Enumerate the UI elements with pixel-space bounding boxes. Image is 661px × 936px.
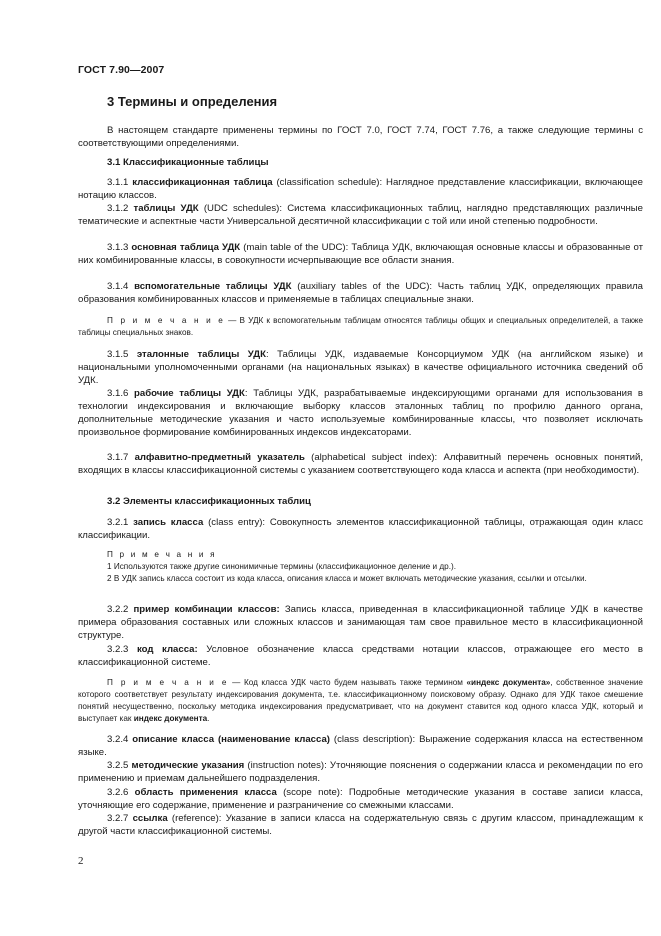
note-bold-term-1: «индекс документа» xyxy=(466,678,551,687)
term-definition: Условное обозначение класса средствами нотации классов, отражающее его место в классификационной системе. xyxy=(78,644,643,668)
notes-3-2-1 xyxy=(78,549,643,585)
page-number: 2 xyxy=(78,855,84,867)
term-number: 3.2.3 xyxy=(107,644,137,655)
term-name: вспомогательные таблицы УДК xyxy=(134,281,292,292)
term-number: 3.2.4 xyxy=(107,734,133,745)
note-item-1: 1 Используются также другие синонимичные термины (классификационное деление и др.). xyxy=(107,562,456,571)
term-name: эталонные таблицы УДК xyxy=(136,349,266,360)
term-definition: (instruction notes): Уточняющие пояснения о содержании класса и рекомендации по его применению и приемам дальнейшего подразделения. xyxy=(78,760,643,784)
term-definition: (scope note): Подробные методические указания в составе записи класса, уточняющие его содержание, применение и разграничение со смежными классами. xyxy=(78,787,643,811)
term-definition: Запись класса, приведенная в классификационной таблице УДК в качестве примера образования составных или сложных классов и занимающая там свое правильное место в классификационной структуре. xyxy=(78,604,643,641)
term-3-2-7 xyxy=(78,812,643,838)
term-3-2-4 xyxy=(78,733,643,759)
term-number: 3.1.6 xyxy=(107,388,135,399)
term-definition: (class entry): Совокупность элементов классификационной таблицы, отражающая один класс классификации. xyxy=(78,517,643,541)
term-name: классификационная таблица xyxy=(132,177,273,188)
note-text-part-3: . xyxy=(207,714,210,723)
term-name: методические указания xyxy=(131,760,245,771)
term-3-2-3 xyxy=(78,643,643,669)
term-number: 3.2.7 xyxy=(107,813,133,824)
term-number: 3.2.6 xyxy=(107,787,135,798)
term-3-2-2 xyxy=(78,603,643,642)
term-number: 3.1.4 xyxy=(107,281,135,292)
term-3-1-1 xyxy=(78,176,643,202)
term-number: 3.2.2 xyxy=(107,604,134,615)
note-label: П р и м е ч а н и е xyxy=(107,316,225,325)
note-item-2: 2 В УДК запись класса состоит из кода класса, описания класса и может включать методические указания, ссылки и отсылки. xyxy=(107,574,587,583)
term-definition: (main table of the UDC): Таблица УДК, включающая основные классы и образованные от них комбинированные классы, в совокупности исчерпывающие все области знания. xyxy=(78,242,643,266)
term-name: описание класса (наименование класса) xyxy=(132,734,330,745)
term-3-2-6 xyxy=(78,786,643,812)
note-text-part-2: , собственное значение которого соответствует результату индексирования документа, т.е. классификационному поисковому образу. Однако для УДК такое смешение понятий несущественно, поскольку методика индексирования предусматривает, что на документ ставится код одного класса УДК, который и выступает как xyxy=(78,678,643,723)
term-3-1-3 xyxy=(78,241,643,267)
term-3-1-6 xyxy=(78,387,643,439)
notes-label: П р и м е ч а н и я xyxy=(107,550,217,559)
term-3-1-5 xyxy=(78,348,643,387)
term-name: область применения класса xyxy=(134,787,277,798)
term-definition: (class description): Выражение содержания класса на естественном языке. xyxy=(78,734,643,758)
term-name: код класса: xyxy=(136,644,198,655)
term-definition: (alphabetical subject index): Алфавитный перечень основных понятий, входящих в классы классификационной системы с указанием соответствующего кода класса и аспекта (при необходимости). xyxy=(78,452,643,476)
note-bold-term-2: индекс документа xyxy=(133,714,208,723)
subsection-3-2-title-block xyxy=(78,495,643,508)
term-definition: (UDC schedules): Система классификационных таблиц, наглядно представляющих различные тематические и аспектные части Универсальной десятичной классификации с той или иной степенью подробности. xyxy=(78,203,643,227)
note-text: — В УДК к вспомогательным таблицам относятся таблицы общих и специальных определителей, а также таблицы специальных знаков. xyxy=(78,316,644,337)
section-title: 3 Термины и определения xyxy=(107,94,278,109)
term-name: алфавитно-предметный указатель xyxy=(134,452,305,463)
note-label: П р и м е ч а н и е xyxy=(107,678,229,687)
term-name: основная таблица УДК xyxy=(131,242,241,253)
term-3-1-2 xyxy=(78,202,643,228)
note-3-2-3 xyxy=(78,677,643,725)
term-number: 3.1.1 xyxy=(107,177,133,188)
term-3-1-4 xyxy=(78,280,643,306)
term-number: 3.2.1 xyxy=(107,517,134,528)
term-name: таблицы УДК xyxy=(133,203,199,214)
term-number: 3.1.2 xyxy=(107,203,134,214)
term-name: рабочие таблицы УДК xyxy=(134,388,245,399)
term-definition: (classification schedule): Наглядное представление классификации, включающее нотацию классов. xyxy=(78,177,643,201)
note-text-part-1: — Код класса УДК часто будем называть также термином xyxy=(228,678,467,687)
note-3-1-4 xyxy=(78,315,643,339)
term-name: пример комбинации классов: xyxy=(133,604,280,615)
term-name: запись класса xyxy=(133,517,204,528)
standard-header: ГОСТ 7.90—2007 xyxy=(78,64,165,76)
term-number: 3.1.3 xyxy=(107,242,132,253)
term-3-2-5 xyxy=(78,759,643,785)
subsection-3-2-title: 3.2 Элементы классификационных таблиц xyxy=(107,496,311,507)
term-name: ссылка xyxy=(132,813,168,824)
term-3-1-7 xyxy=(78,451,643,477)
term-number: 3.2.5 xyxy=(107,760,132,771)
intro-paragraph: В настоящем стандарте применены термины по ГОСТ 7.0, ГОСТ 7.74, ГОСТ 7.76, а также следующие термины с соответствующими определениями. xyxy=(78,125,643,149)
subsection-3-1-title: 3.1 Классификационные таблицы xyxy=(107,157,269,168)
term-number: 3.1.5 xyxy=(107,349,137,360)
term-definition: : Таблицы УДК, разрабатываемые индексирующими органами для использования в технологии индексирования и включающие выборку классов эталонных таблиц по профилю данного органа, дополнительные методические указания и часто используемые комбинированные классы, что позволяет исключать произвольное формирование комбинированных индексов индексаторами. xyxy=(78,388,643,438)
term-definition: (reference): Указание в записи класса на содержательную связь с другим классом, принадлежащим к другой части классификационной системы. xyxy=(78,813,643,837)
intro-block xyxy=(78,124,643,150)
term-number: 3.1.7 xyxy=(107,452,135,463)
term-3-2-1 xyxy=(78,516,643,542)
term-definition: (auxiliary tables of the UDC): Часть таблиц УДК, определяющих правила образования комбинированных классов и применяемые в таблицах специальные знаки. xyxy=(78,281,643,305)
subsection-3-1-title-block xyxy=(78,156,643,169)
term-definition: : Таблицы УДК, издаваемые Консорциумом УДК (на английском языке) и национальными уполномоченными органами (на национальных языках) в качестве официального источника сведений об УДК. xyxy=(78,349,643,386)
